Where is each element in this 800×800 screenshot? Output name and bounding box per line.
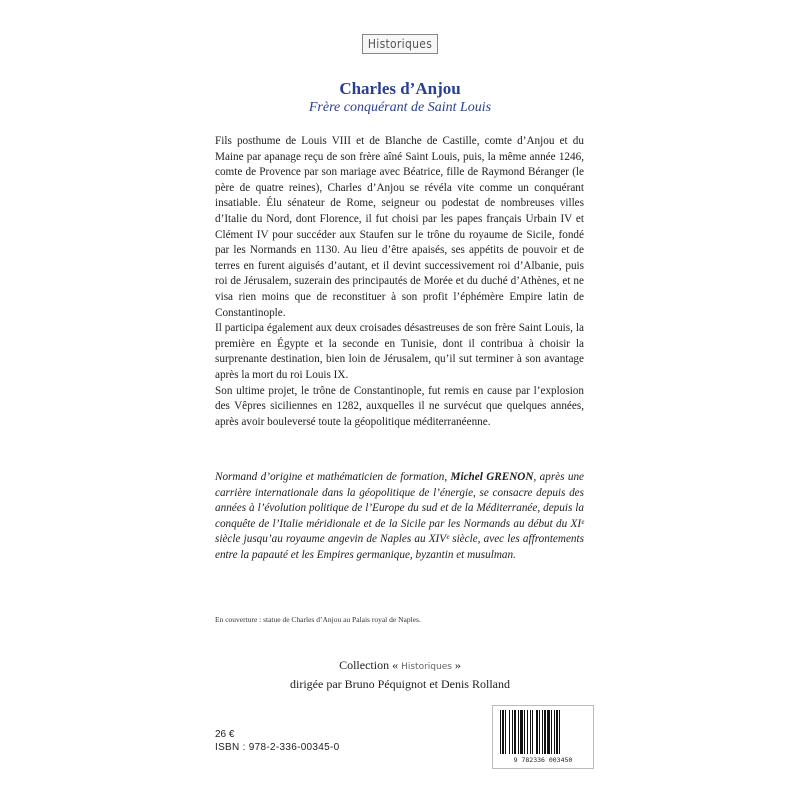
collection-name: Historiques	[401, 662, 452, 672]
collection-line	[0, 657, 800, 676]
book-subtitle: Frère conquérant de Saint Louis	[308, 100, 492, 115]
barcode	[492, 705, 594, 769]
summary-text	[215, 134, 584, 430]
cover-credit: En couverture : statue de Charles d’Anjou au Palais royal de Naples.	[215, 615, 421, 624]
barcode-number: 9 782336 003450	[513, 756, 573, 764]
collection-prefix: Collection «	[339, 658, 402, 672]
summary-paragraph: Il participa également aux deux croisades désastreuses de son frère Saint Louis, la première en Égypte et la seconde en Tunisie, dont il contribua à choisir la surprenante destination, bien loin de Jérusalem, qu’il sut terminer à son avantage après la mort du roi Louis IX.	[215, 322, 584, 381]
collection-suffix: »	[451, 658, 461, 672]
author-bio	[215, 470, 584, 564]
barcode-bars-icon	[498, 710, 588, 756]
summary-paragraph: Son ultime projet, le trône de Constantinople, fut remis en cause par l’explosion des Vêpres siciliennes en 1282, auxquelles il ne survécut que quelques années, après avoir bouleversé toute la géopolitique méditerranéenne.	[215, 384, 584, 428]
isbn: ISBN : 978-2-336-00345-0	[215, 742, 340, 753]
bio-intro: Normand d’origine et mathématicien de formation,	[215, 471, 451, 483]
bio-rest: , après une carrière internationale dans la géopolitique de l’énergie, se consacre depuis des années à l’évolution politique de l’Europe du sud et de la Méditerranée, depuis la conquête de l’Italie méridionale et de la Sicile par les Normands au début du XIᵉ siècle jusqu’au royaume angevin de Naples au XIVᵉ siècle, avec les affrontements entre la papauté et les Empires germanique, byzantin et musulman.	[215, 471, 585, 561]
summary-paragraph: Fils posthume de Louis VIII et de Blanche de Castille, comte d’Anjou et du Maine par apanage reçu de son frère aîné Saint Louis, puis, la même année 1246, comte de Provence par son mariage avec Béatrice, fille de Raymond Béranger (le père de quatre reines), Charles d’Anjou se révéla vite comme un conquérant insatiable. Élu sénateur de Rome, seigneur ou podestat de nombreuses villes d’Italie du Nord, dont Florence, il fut choisi par les papes français Urbain IV et Clément IV pour succéder aux Staufen sur le trône du royaume de Sicile, fondé par les Normands en 1130. Au lieu d’être apaisés, ses appétits de pouvoir et de terres en furent aiguisés d’autant, et il devint successivement roi d’Albanie, puis roi de Jérusalem, suzerain des principautés de Morée et du duché d’Athènes, et ne visa rien moins que de reconstituer à son profit l’éphémère Empire latin de Constantinople.	[215, 135, 584, 319]
book-title: Charles d’Anjou	[339, 79, 461, 98]
collection-info	[0, 657, 800, 693]
price: 26 €	[215, 729, 235, 740]
series-logo: Historiques	[362, 34, 438, 54]
collection-directors: dirigée par Bruno Péquignot et Denis Rolland	[290, 677, 510, 691]
author-name: Michel GRENON	[450, 471, 534, 483]
